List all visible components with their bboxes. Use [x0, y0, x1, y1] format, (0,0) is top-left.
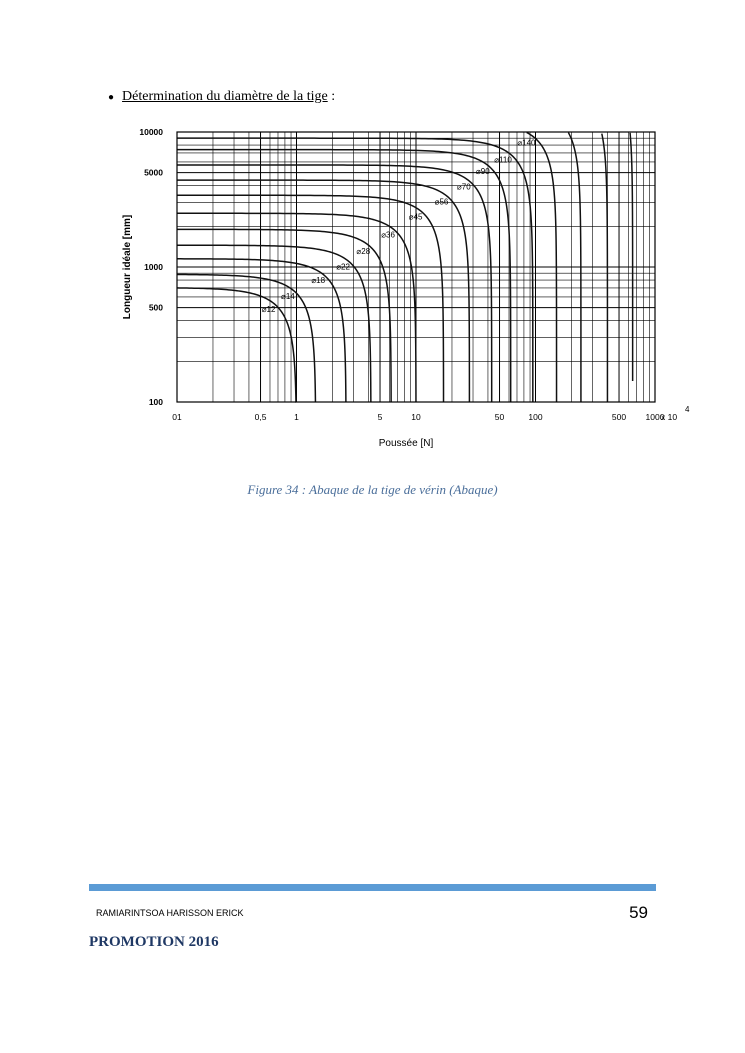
- section-heading: [108, 89, 335, 105]
- curve-15: [630, 133, 633, 381]
- x-multiplier-exponent: 4: [685, 405, 690, 414]
- series-label: ⌀28: [356, 246, 371, 256]
- page-number: 59: [629, 903, 648, 922]
- heading-suffix: :: [327, 89, 336, 104]
- series-label: ⌀14: [281, 291, 295, 301]
- x-tick-label: 100: [528, 412, 543, 422]
- footer-accent-bar: [89, 884, 656, 891]
- curve-14: [602, 134, 608, 402]
- curve-11: [177, 138, 533, 402]
- series-label: ⌀45: [408, 212, 423, 222]
- series-label: ⌀110: [494, 155, 512, 165]
- abaque-chart-svg: [118, 124, 698, 464]
- footer-promotion: PROMOTION 2016: [89, 934, 219, 950]
- x-axis-label: Poussée [N]: [378, 438, 434, 449]
- footer-author: RAMIARINTSOA HARISSON ERICK: [96, 908, 244, 918]
- heading-text: Détermination du diamètre de la tige: [122, 89, 328, 104]
- series-label: ⌀18: [311, 276, 326, 286]
- abaque-chart: [118, 124, 698, 464]
- bullet-icon: ●: [108, 91, 115, 103]
- x-tick-label: 1: [294, 412, 299, 422]
- y-tick-label: 5000: [144, 167, 163, 178]
- x-tick-label: 10: [411, 412, 421, 422]
- series-label: ⌀36: [381, 230, 395, 240]
- x-multiplier: x 10: [661, 412, 678, 422]
- x-tick-label: 0,5: [254, 412, 267, 422]
- x-tick-label: 01: [172, 412, 182, 422]
- series-label: ⌀70: [456, 182, 471, 192]
- x-tick-label: 50: [494, 412, 505, 422]
- y-tick-label: 100: [148, 397, 163, 407]
- x-tick-label: 5: [377, 412, 383, 422]
- x-tick-label: 500: [611, 412, 627, 422]
- figure-caption: Figure 34 : Abaque de la tige de vérin (Abaque): [247, 482, 498, 497]
- y-tick-label: 10000: [139, 127, 163, 137]
- series-label: ⌀140: [517, 138, 536, 148]
- series-label: ⌀90: [475, 167, 490, 177]
- y-tick-label: 500: [148, 302, 163, 313]
- y-tick-label: 1000: [144, 262, 163, 272]
- series-label: ⌀56: [434, 197, 449, 207]
- x-tick-label: 1000: [645, 412, 665, 422]
- y-axis-label: Longueur idéale [mm]: [122, 214, 133, 320]
- series-label: ⌀22: [336, 262, 350, 272]
- series-label: ⌀12: [261, 305, 276, 315]
